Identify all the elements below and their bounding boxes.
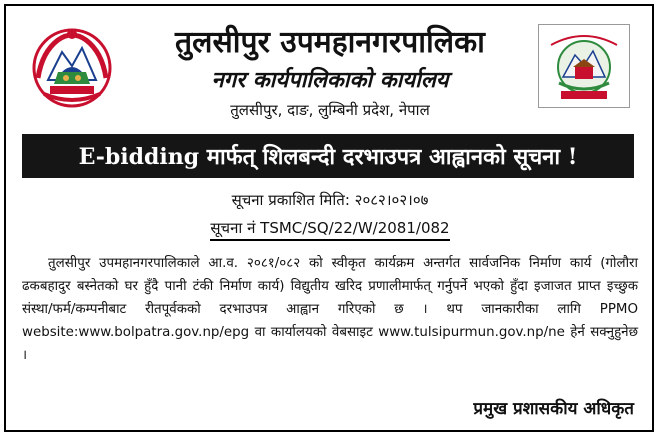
notice-reference: सूचना नं TSMC/SQ/22/W/2081/082 xyxy=(210,218,449,241)
office-title: तुलसीपुर उपमहानगरपालिका xyxy=(175,25,485,60)
tulsipur-logo-icon xyxy=(538,24,630,108)
notice-reference-wrap xyxy=(120,218,540,241)
published-date: सूचना प्रकाशित मिति: २०८२।०२।०७ xyxy=(231,191,429,209)
notice-heading-banner: E-bidding मार्फत् शिलबन्दी दरभाउपत्र आह्वानको सूचना ! xyxy=(22,134,634,178)
notice-body xyxy=(22,252,638,367)
office-address: तुलसीपुर, दाङ, लुम्बिनी प्रदेश, नेपाल xyxy=(230,101,430,119)
notice-body-paragraph: तुलसीपुर उपमहानगरपालिकाले आ.व. २०८१/०८२ को स्वीकृत कार्यक्रम अन्तर्गत सार्वजनिक निर्माण कार्य (गोलौरा ढकबहादुर बस्नेतको घर हुँदै पानी टंकी निर्माण कार्य) विद्युतीय खरिद प्रणालीमार्फत् गर्नुपर्ने भएको हुँदा इजाजत प्राप्त इच्छुक संस्था/फर्म/कम्पनीबाट रीतपूर्वकको दरभाउपत्र आह्वान गरिएको छ । थप जानकारीका लागि PPMO website:www.bolpatra.gov.np/epg वा कार्यालयको वेबसाइट www.tulsipurmun.gov.np/ne हेर्न सक्नुहुनेछ । xyxy=(22,256,638,363)
nepal-emblem-icon xyxy=(28,22,116,110)
signatory-title: प्रमुख प्रशासकीय अधिकृत xyxy=(473,399,634,419)
office-subtitle: नगर कार्यपालिकाको कार्यालय xyxy=(211,68,449,93)
